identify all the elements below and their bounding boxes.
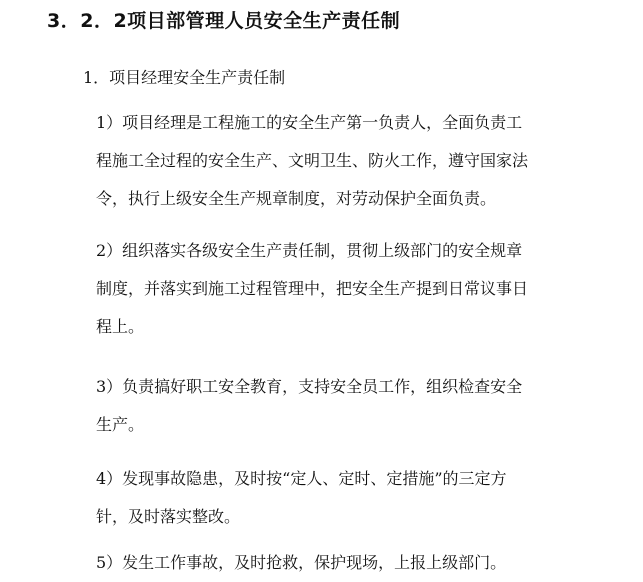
paragraph-3 <box>96 368 606 444</box>
paragraph-line: 令，执行上级安全生产规章制度，对劳动保护全面负责。 <box>96 189 497 208</box>
paragraph-line: 4）发现事故隐患，及时按“定人、定时、定措施”的三定方 <box>96 469 507 488</box>
section-heading: 3．2．2项目部管理人员安全生产责任制 <box>47 10 401 32</box>
paragraph-5 <box>96 544 606 582</box>
paragraph-line: 生产。 <box>96 415 145 434</box>
paragraph-line: 5）发生工作事故，及时抢救，保护现场，上报上级部门。 <box>96 553 507 572</box>
subsection-heading: 1．项目经理安全生产责任制 <box>83 68 286 87</box>
paragraph-line: 1）项目经理是工程施工的安全生产第一负责人，全面负责工 <box>96 113 523 132</box>
paragraph-line: 3）负责搞好职工安全教育，支持安全员工作，组织检查安全 <box>96 377 523 396</box>
paragraph-line: 2）组织落实各级安全生产责任制，贯彻上级部门的安全规章 <box>96 241 523 260</box>
paragraph-line: 制度，并落实到施工过程管理中，把安全生产提到日常议事日 <box>96 279 529 298</box>
paragraph-line: 程施工全过程的安全生产、文明卫生、防火工作，遵守国家法 <box>96 151 529 170</box>
paragraph-4 <box>96 460 606 536</box>
paragraph-1 <box>96 104 606 218</box>
paragraph-2 <box>96 232 606 346</box>
paragraph-line: 程上。 <box>96 317 145 336</box>
paragraph-line: 针，及时落实整改。 <box>96 507 241 526</box>
